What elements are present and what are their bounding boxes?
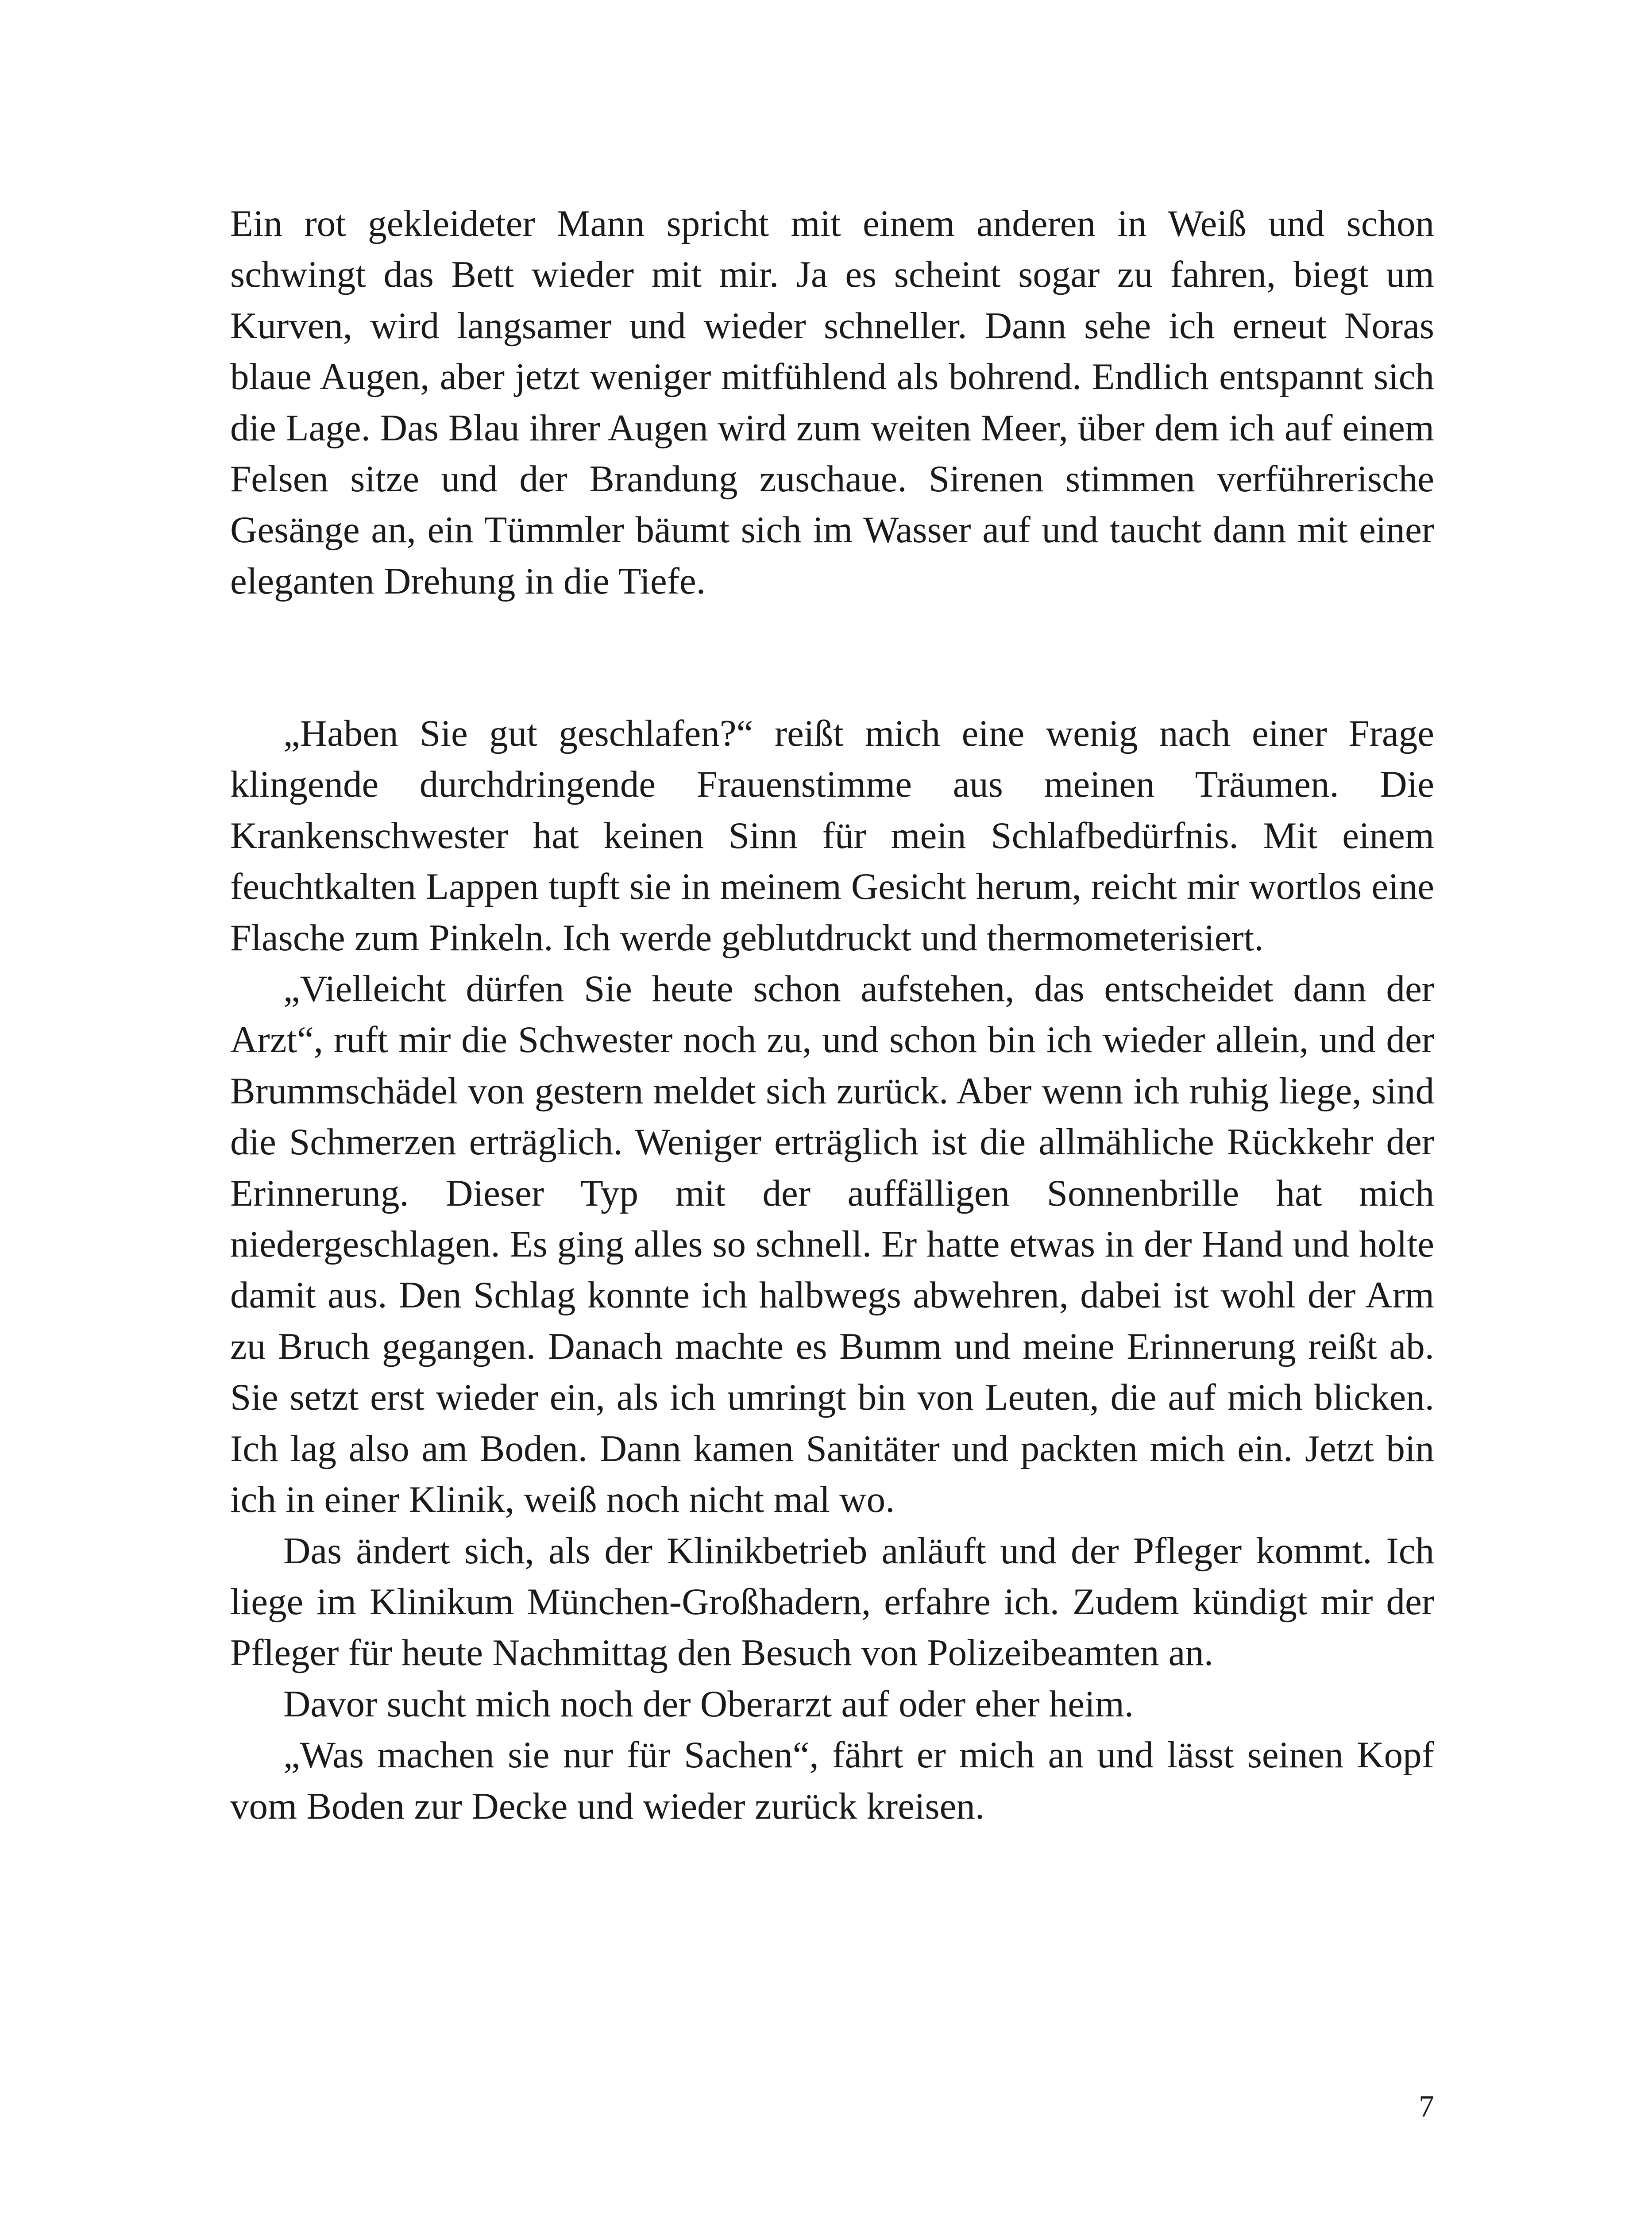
body-text-section-1 [230, 198, 1434, 607]
paragraph: „Haben Sie gut geschlafen?“ reißt mich eine wenig nach einer Frage klingende durchdringende Frauenstimme aus meinen Träumen. Die Krankenschwester hat keinen Sinn für mein Schlafbedürfnis. Mit einem feuchtkalten Lappen tupft sie in meinem Gesicht herum, reicht mir wortlos eine Flasche zum Pinkeln. Ich werde geblutdruckt und thermometerisiert. [230, 713, 1434, 959]
paragraph: Das ändert sich, als der Klinikbetrieb anläuft und der Pfleger kommt. Ich liege im Klinikum München-Großhadern, erfahre ich. Zudem kündigt mir der Pfleger für heute Nachmittag den Besuch von Polizeibeamten an. [230, 1530, 1434, 1674]
paragraph: Davor sucht mich noch der Oberarzt auf oder eher heim. [283, 1683, 1134, 1725]
paragraph: Ein rot gekleideter Mann spricht mit einem anderen in Weiß und schon schwingt das Bett wieder mit mir. Ja es scheint sogar zu fahren, biegt um Kurven, wird langsamer und wieder schneller. Dann sehe ich erneut Noras blaue Augen, aber jetzt weniger mitfühlend als bohrend. Endlich entspannt sich die Lage. Das Blau ihrer Augen wird zum weiten Meer, über dem ich auf einem Felsen sitze und der Brandung zuschaue. Sirenen stimmen verführerische Gesänge an, ein Tümmler bäumt sich im Wasser auf und taucht dann mit einer eleganten Drehung in die Tiefe. [230, 203, 1434, 602]
paragraph: „Was machen sie nur für Sachen“, fährt er mich an und lässt seinen Kopf vom Boden zur Decke und wieder zurück kreisen. [230, 1734, 1434, 1827]
page-number: 7 [1419, 2090, 1434, 2124]
paragraph: „Vielleicht dürfen Sie heute schon aufstehen, das entscheidet dann der Arzt“, ruft mir die Schwester noch zu, und schon bin ich wieder allein, und der Brummschädel von gestern meldet sich zurück. Aber wenn ich ruhig liege, sind die Schmerzen erträglich. Weniger erträglich ist die allmähliche Rückkehr der Erinnerung. Dieser Typ mit der auffälligen Sonnenbrille hat mich niedergeschlagen. Es ging alles so schnell. Er hatte etwas in der Hand und holte damit aus. Den Schlag konnte ich halbwegs abwehren, dabei ist wohl der Arm zu Bruch gegangen. Danach machte es Bumm und meine Erinnerung reißt ab. Sie setzt erst wieder ein, als ich umringt bin von Leuten, die auf mich blicken. Ich lag also am Boden. Dann kamen Sanitäter und packten mich ein. Jetzt bin ich in einer Klinik, weiß noch nicht mal wo. [230, 968, 1434, 1521]
body-text-section-2 [230, 708, 1434, 1832]
